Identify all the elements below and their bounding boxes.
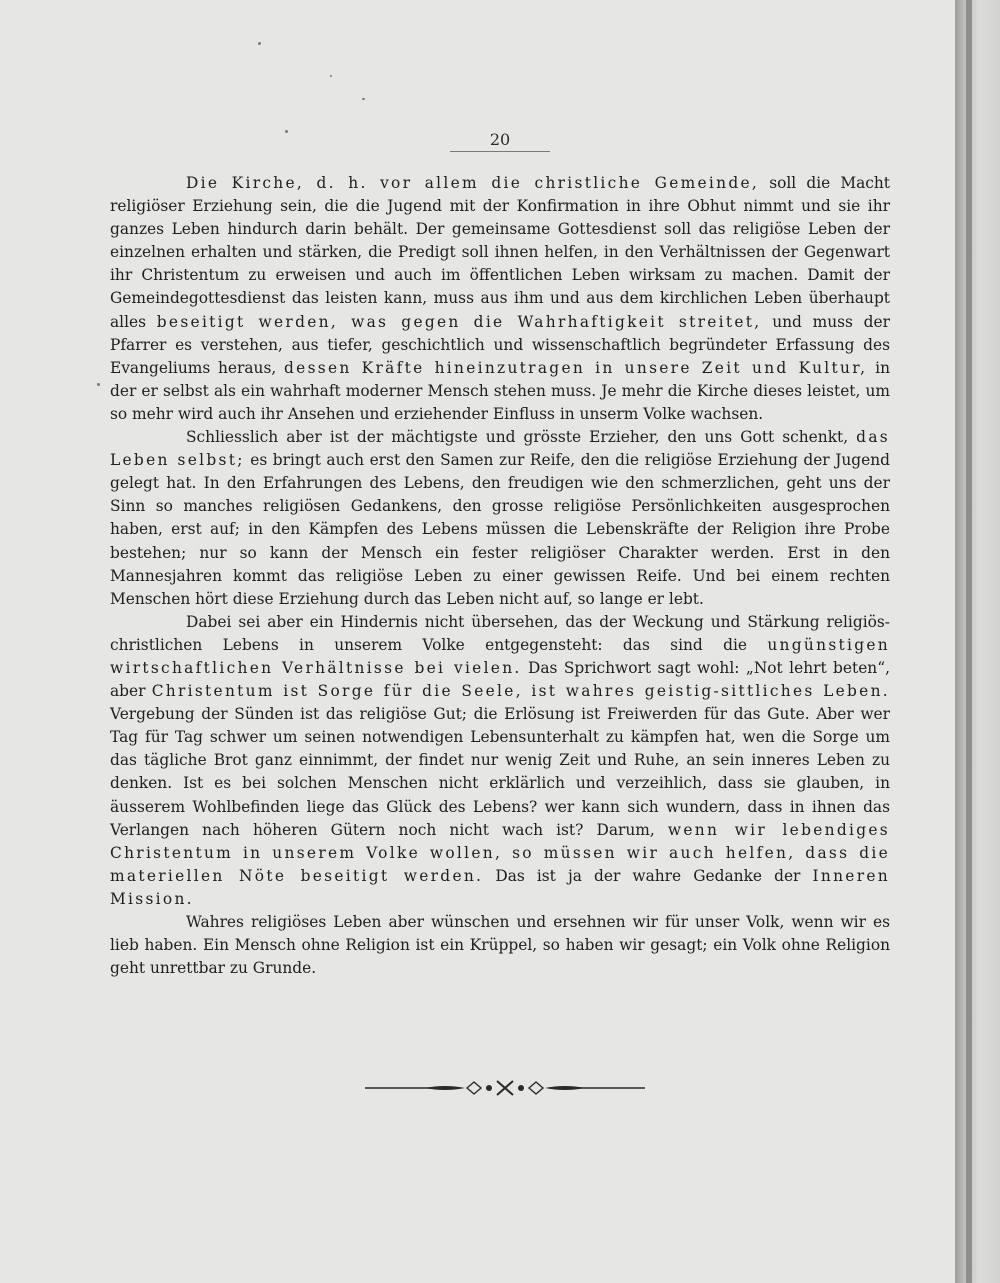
emphasized-text: Inneren Mission. <box>110 866 890 908</box>
paragraph <box>110 426 890 611</box>
page-edge-shadow <box>966 0 972 1283</box>
text-run: Dabei sei aber ein Hindernis nicht übersehen, das der Weckung und Stärkung religiös-christlichen Lebens in unserem Volke entgegensteht: das sind die <box>110 612 890 654</box>
paper-speck <box>285 130 288 133</box>
page-number: 20 <box>489 130 511 149</box>
body-text <box>110 172 890 980</box>
paper-speck <box>97 383 100 386</box>
text-run: Vergebung der Sünden ist das religiöse Gut; die Erlösung ist Freiwerden für das Gute. Aber wer Tag für Tag schwer um seinen notwendigen Lebensunterhalt zu kämpfen hat, wen die Sorge um das tägliche Brot ganz einnimmt, der findet nur wenig Zeit und Ruhe, an sein inneres Leben zu denken. Ist es bei solchen Menschen nicht erklärlich und verzeihlich, dass sie glauben, in äusserem Wohlbefinden liege das Glück des Lebens? wer kann sich wundern, dass in ihnen das Verlangen nach höheren Gütern noch nicht wach ist? Darum, <box>110 705 890 839</box>
paragraph <box>110 911 890 980</box>
end-ornament-icon <box>365 1076 645 1100</box>
emphasized-text: Christentum ist Sorge für die Seele, ist wahres geistig-sittliches Leben. <box>151 682 890 701</box>
text-run: Das ist ja der wahre Gedanke der <box>483 866 813 885</box>
text-run: in der er selbst als ein wahrhaft moderner Mensch stehen muss. Je mehr die Kirche dieses leistet, um so mehr wird auch ihr Ansehen und erziehender Einfluss in unserm Volke wachsen. <box>110 358 890 423</box>
emphasized-text: Die Kirche, d. h. vor allem die christliche Gemeinde, <box>186 174 760 192</box>
emphasized-text: wenn wir lebendiges Christentum in unserem Volke wollen, so müssen wir auch helfen, dass die materiellen Nöte beseitigt werden. <box>110 820 890 885</box>
emphasized-text: das Leben selbst; <box>110 428 890 470</box>
paragraph <box>110 611 890 911</box>
paper-speck <box>330 75 332 77</box>
text-run: und muss der Pfarrer es verstehen, aus tiefer, geschichtlich und wissenschaftlich begründeter Erfassung des Evangeliums heraus, <box>110 312 891 377</box>
page-number-rule <box>450 151 550 152</box>
next-page-edge <box>955 0 1000 1283</box>
text-run: es bringt auch erst den Samen zur Reife, den die religiöse Erziehung der Jugend gelegt hat. In den Erfahrungen des Lebens, den freudigen wie den schmerzlichen, geht uns der Sinn so manches religiösen Gedankens, den grosse religiöse Persönlichkeiten ausgesprochen haben, erst auf; in den Kämpfen des Lebens müssen die Lebenskräfte der Religion ihre Probe bestehen; nur so kann der Mensch ein fester religiöser Charakter werden. Erst in den Mannesjahren kommt das religiöse Leben zu einer gewissen Reife. Und bei einem rechten Menschen hört diese Erziehung durch das Leben nicht auf, so lange er lebt. <box>110 451 891 608</box>
emphasized-text: beseitigt werden, was gegen die Wahrhaftigkeit streitet, <box>156 312 762 331</box>
emphasized-text: ungünstigen wirtschaftlichen Verhältnisse bei vielen. <box>110 635 890 677</box>
paper-speck <box>362 98 365 100</box>
text-run: soll die Macht religiöser Erziehung sein, die die Jugend mit der Konfirmation in ihre Obhut nimmt und sie ihr ganzes Leben hindurch darin behält. Der gemeinsame Gottesdienst soll das religiöse Leben der einzelnen erhalten und stärken, die Predigt soll ihnen helfen, in den Verhältnissen der Gegenwart ihr Christentum zu erweisen und auch im öffentlichen Leben wirksam zu machen. Damit der Gemeindegottesdienst das leisten kann, muss aus ihm und aus dem kirchlichen Leben überhaupt alles <box>110 174 890 331</box>
paragraph <box>110 172 890 426</box>
text-run: Wahres religiöses Leben aber wünschen und ersehnen wir für unser Volk, wenn wir es lieb haben. Ein Mensch ohne Religion ist ein Krüppel, so haben wir gesagt; ein Volk ohne Religion geht unrettbar zu Grunde. <box>110 913 890 978</box>
text-run: Das Sprichwort sagt wohl: „Not lehrt beten“, aber <box>110 658 890 701</box>
paper-speck <box>258 42 261 45</box>
emphasized-text: dessen Kräfte hineinzutragen in unsere Zeit und Kultur, <box>284 358 868 377</box>
text-run: Schliesslich aber ist der mächtigste und grösste Erzieher, den uns Gott schenkt, <box>186 428 857 447</box>
